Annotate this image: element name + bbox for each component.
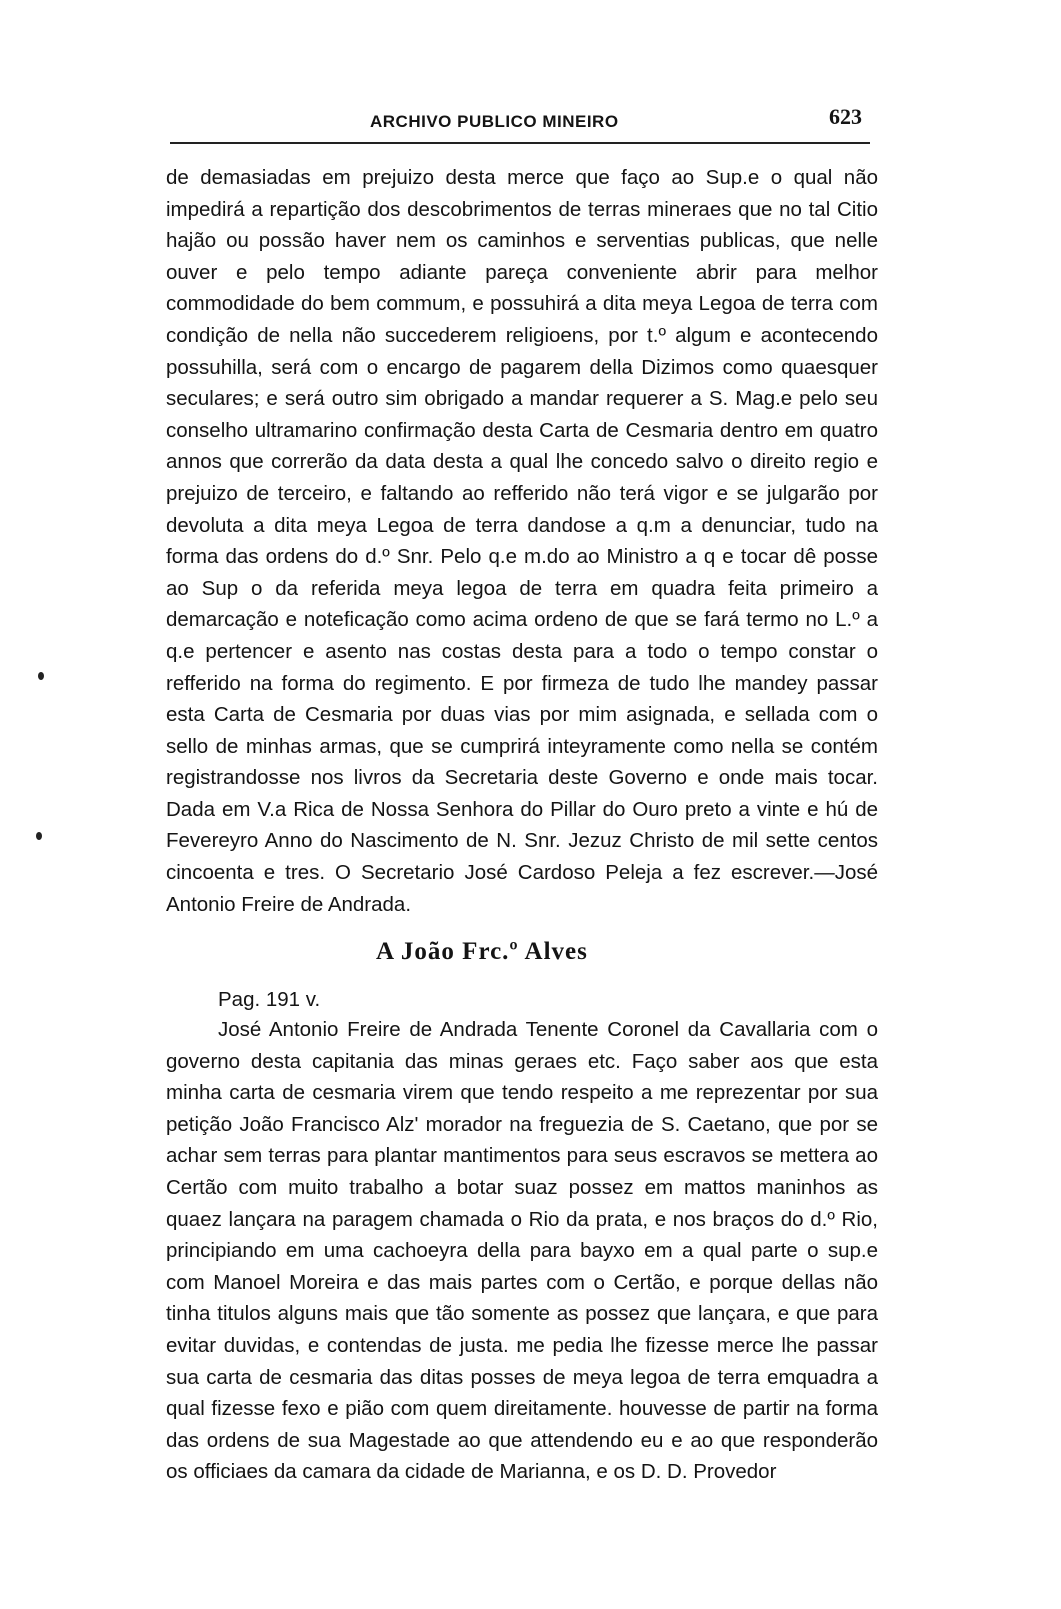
body-text-continued [166,162,878,920]
paragraph-continued: de demasiadas em prejuizo desta merce que faço ao Sup.e o qual não impedirá a repartição dos descobrimentos de terras mineraes que no tal Citio hajão ou possão haver nem os caminhos e serventias publicas, que nelle ouver e pelo tempo adiante pareça conveniente abrir para melhor commodidade do bem commum, e possuhirá a dita meya Legoa de terra com condição de nella não succederem religioens, por t.º algum e acontecendo possuhilla, será com o encargo de pagarem della Dizimos como quaesquer seculares; e será outro sim obrigado a mandar requerer a S. Mag.e pelo seu conselho ultramarino confirmação desta Carta de Cesmaria dentro em quatro annos que correrão da data desta a qual lhe concedo salvo o direito regio e prejuizo de terceiro, e faltando ao refferido não terá vigor e se julgarão por devoluta a dita meya Legoa de terra dandose a q.m a denunciar, tudo na forma das ordens do d.º Snr. Pelo q.e m.do ao Ministro a q e tocar dê posse ao Sup o da referida meya legoa de terra em quadra feita primeiro a demarcação e noteficação como acima ordeno de que se fará termo no L.º a q.e pertencer e asento nas costas desta para a todo o tempo constar o refferido na forma do regimento. E por firmeza de tudo lhe mandey passar esta Carta de Cesmaria por duas vias por mim asignada, e sellada com o sello de minhas armas, que se cumprirá inteyramente como nella se contém registrandosse nos livros da Secretaria deste Governo e onde mais tocar. Dada em V.a Rica de Nossa Senhora do Pillar do Ouro preto a vinte e hú de Fevereyro Anno do Nascimento de N. Snr. Jezuz Christo de mil sette centos cincoenta e tres. O Secretario José Cardoso Peleja a fez escrever.—José Antonio Freire de Andrada. [166,166,878,916]
header-rule [170,142,870,144]
running-head: ARCHIVO PUBLICO MINEIRO [370,112,619,131]
margin-mark [38,672,44,680]
margin-mark [36,832,42,840]
section-heading: A João Frc.º Alves [376,938,588,965]
section-body-text [166,1014,878,1488]
section-paragraph: José Antonio Freire de Andrada Tenente Coronel da Cavallaria com o governo desta capitania das minas geraes etc. Faço saber aos que esta minha carta de cesmaria virem que tendo respeito a me reprezentar por sua petição João Francisco Alz' morador na freguezia de S. Caetano, que por se achar sem terras para plantar mantimentos para seus escravos se mettera ao Certão com muito trabalho a botar suaz possez em mattos maninhos as quaez lançara na paragem chamada o Rio da prata, e nos braços do d.º Rio, principiando em uma cachoeyra della para bayxo em a qual parte o sup.e com Manoel Moreira e das mais partes com o Certão, e porque dellas não tinha titulos alguns mais que tão somente as possez que lançara, e que para evitar duvidas, e contendas de justa. me pedia lhe fizesse merce lhe passar sua carta de cesmaria das ditas posses de meya legoa de terra emquadra a qual fizesse fexo e pião com quem direitamente. houvesse de partir na forma das ordens de sua Magestade ao que attendendo eu e ao que responderão os officiaes da camara da cidade de Marianna, e os D. D. Provedor [166,1018,878,1484]
page-reference: Pag. 191 v. [218,988,321,1011]
page-header [170,104,870,144]
page-number: 623 [829,104,862,129]
